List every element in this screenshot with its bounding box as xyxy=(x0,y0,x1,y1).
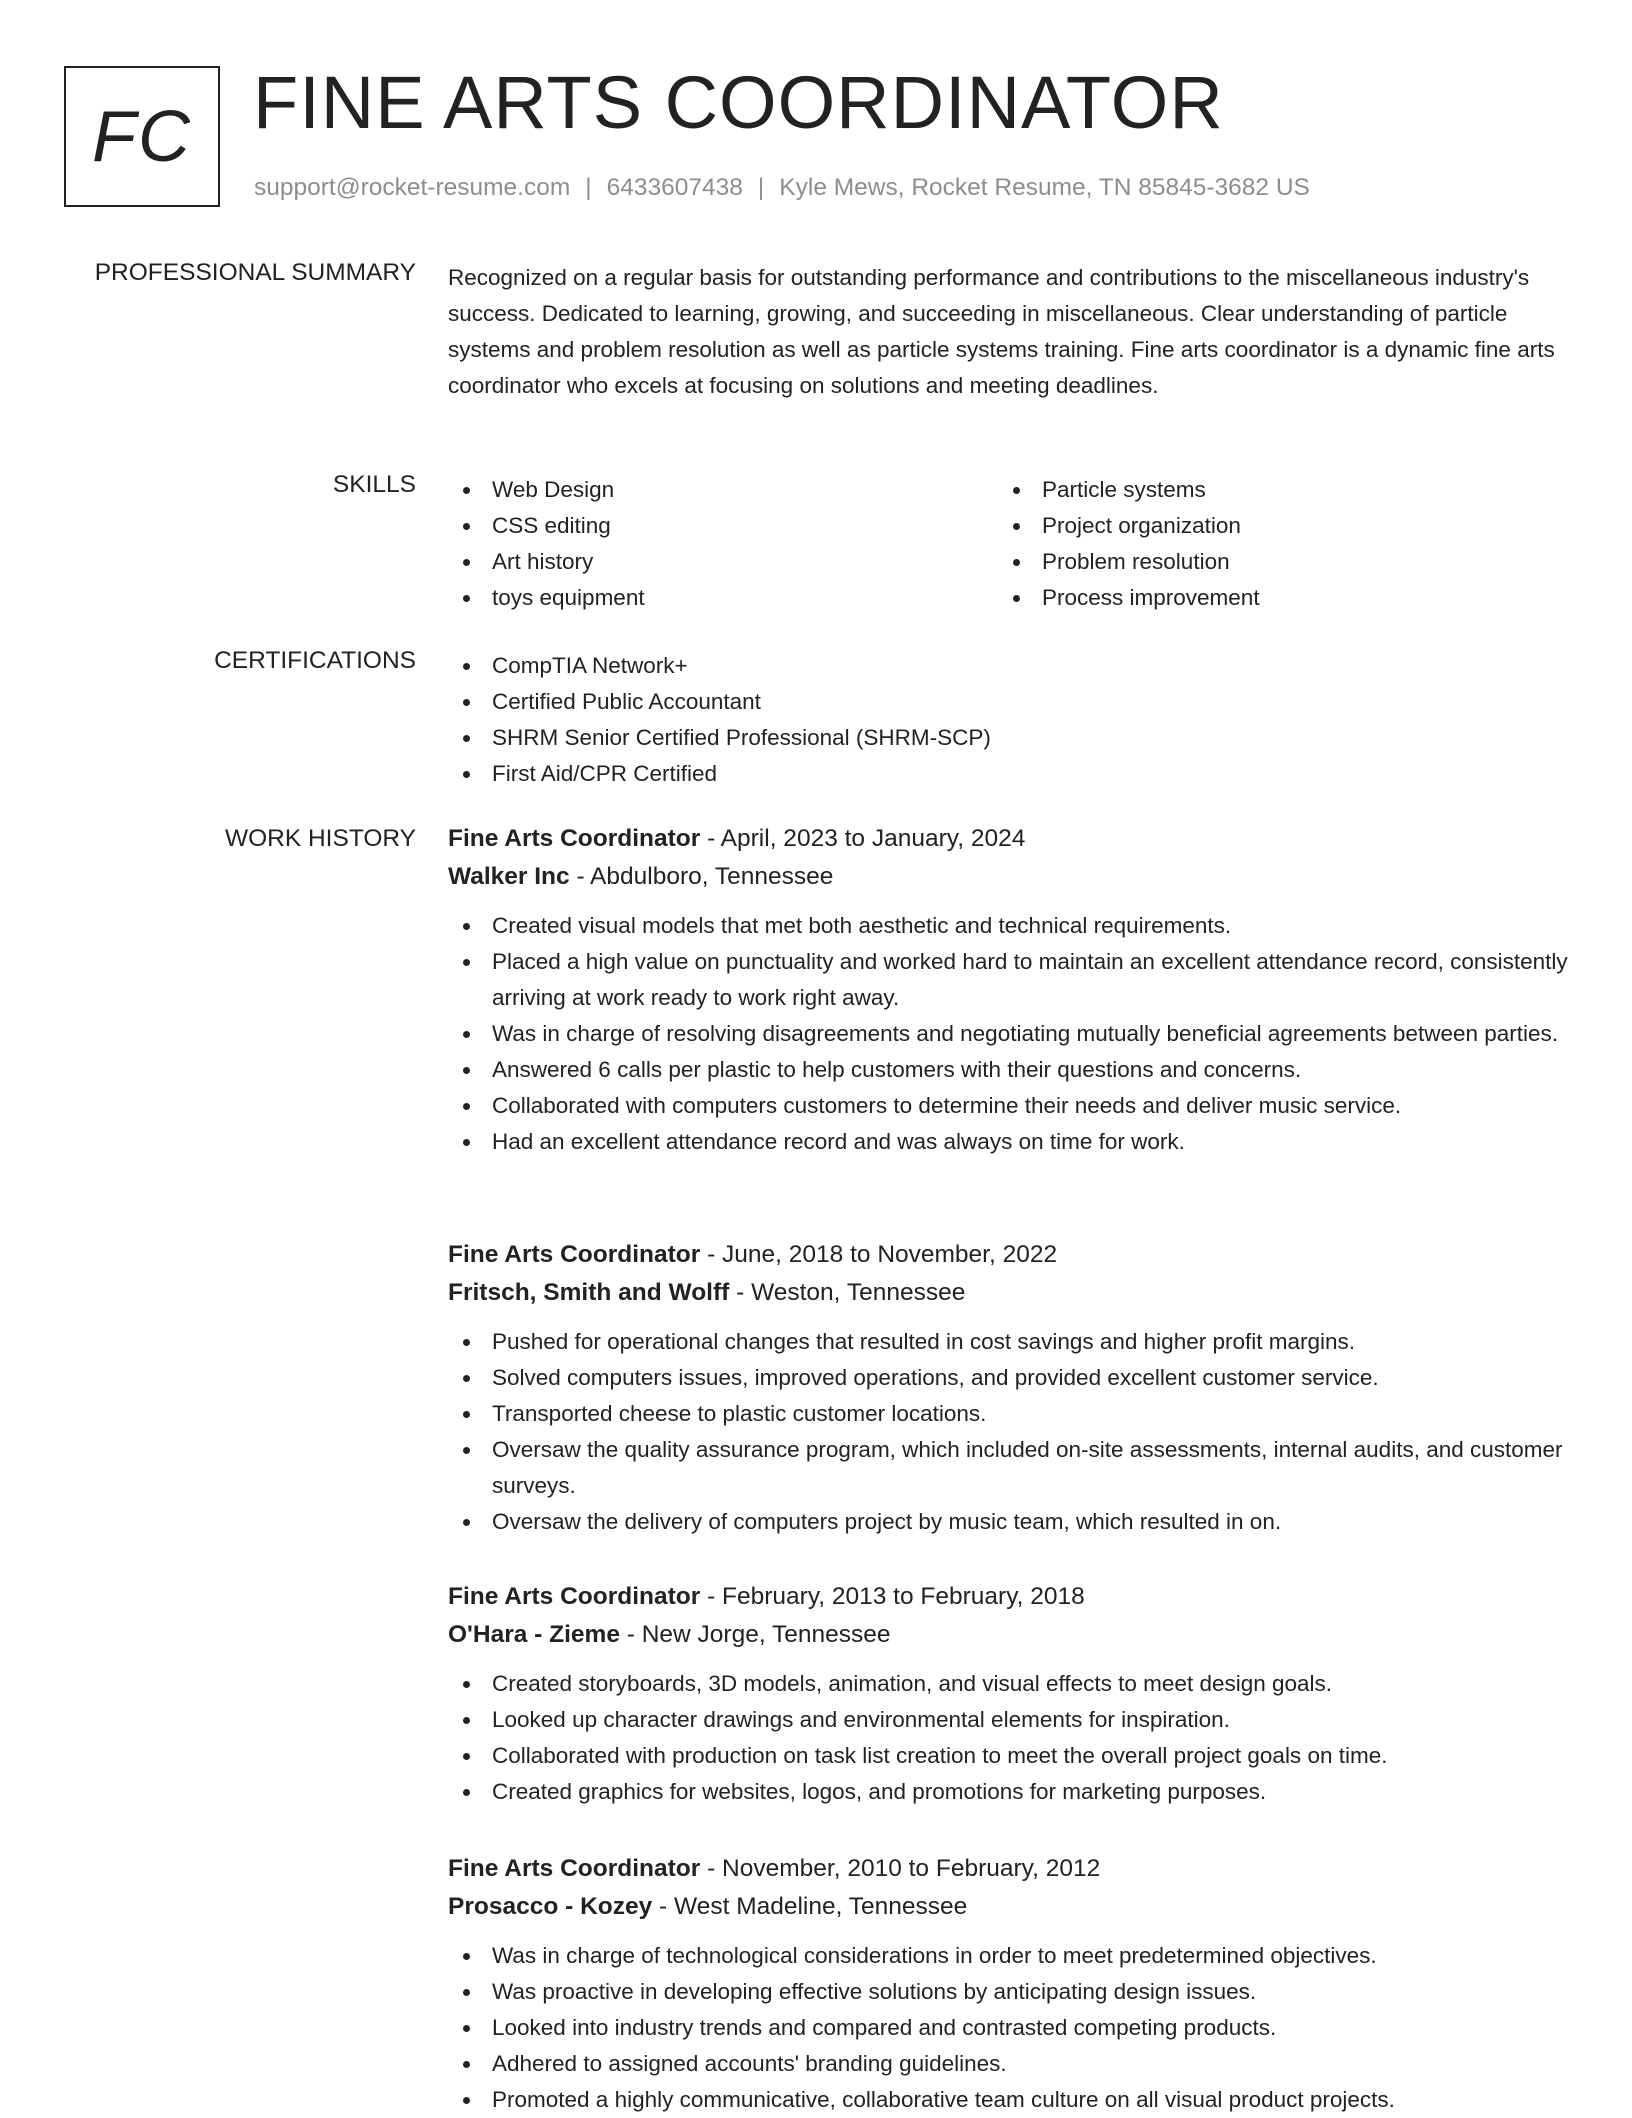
job-entry xyxy=(448,1850,1568,2118)
contact-address: Kyle Mews, Rocket Resume, TN 85845-3682 US xyxy=(779,174,1310,201)
skill-item: Process improvement xyxy=(998,580,1548,616)
job-role: Fine Arts Coordinator xyxy=(448,1855,701,1882)
job-bullet: Had an excellent attendance record and was always on time for work. xyxy=(448,1124,1568,1160)
certification-item: First Aid/CPR Certified xyxy=(448,756,1568,792)
job-bullets xyxy=(448,1324,1568,1540)
summary-heading: PROFESSIONAL SUMMARY xyxy=(94,259,416,286)
job-bullet: Placed a high value on punctuality and worked hard to maintain an excellent attendance record, consistently arriving at work ready to work right away. xyxy=(448,944,1568,1016)
job-dates: - June, 2018 to November, 2022 xyxy=(700,1241,1058,1268)
skill-item: Web Design xyxy=(448,472,998,508)
job-dates: - February, 2013 to February, 2018 xyxy=(700,1583,1085,1610)
skill-item: CSS editing xyxy=(448,508,998,544)
job-company: O'Hara - Zieme xyxy=(448,1621,620,1648)
job-company: Walker Inc xyxy=(448,863,570,890)
job-location: - Abdulboro, Tennessee xyxy=(569,863,834,890)
skill-item: Problem resolution xyxy=(998,544,1548,580)
skill-item: Art history xyxy=(448,544,998,580)
job-company-line xyxy=(448,1274,1568,1312)
job-bullet: Answered 6 calls per plastic to help customers with their questions and concerns. xyxy=(448,1052,1568,1088)
contact-separator: | xyxy=(757,174,765,201)
job-bullets xyxy=(448,1938,1568,2118)
job-bullet: Oversaw the quality assurance program, which included on-site assessments, internal audits, and customer surveys. xyxy=(448,1432,1568,1504)
job-company-line xyxy=(448,858,1568,896)
work-history-heading: WORK HISTORY xyxy=(224,825,416,852)
resume-title: FINE ARTS COORDINATOR xyxy=(253,61,1224,144)
contact-email: support@rocket-resume.com xyxy=(254,174,571,201)
job-bullet: Created storyboards, 3D models, animation, and visual effects to meet design goals. xyxy=(448,1666,1568,1702)
certification-item: SHRM Senior Certified Professional (SHRM-SCP) xyxy=(448,720,1568,756)
skills-heading: SKILLS xyxy=(332,471,416,498)
job-bullet: Created visual models that met both aesthetic and technical requirements. xyxy=(448,908,1568,944)
job-bullet: Was proactive in developing effective solutions by anticipating design issues. xyxy=(448,1974,1568,2010)
job-role: Fine Arts Coordinator xyxy=(448,1583,701,1610)
job-bullet: Created graphics for websites, logos, and promotions for marketing purposes. xyxy=(448,1774,1568,1810)
job-company-line xyxy=(448,1616,1568,1654)
certifications-heading: CERTIFICATIONS xyxy=(214,647,416,674)
skill-item: Project organization xyxy=(998,508,1548,544)
job-bullets xyxy=(448,908,1568,1160)
contact-separator: | xyxy=(585,174,592,201)
job-location: - Weston, Tennessee xyxy=(729,1279,966,1306)
job-title-line xyxy=(448,1850,1568,1888)
job-title-line xyxy=(448,1236,1568,1274)
job-dates: - April, 2023 to January, 2024 xyxy=(700,825,1026,852)
job-bullet: Transported cheese to plastic customer locations. xyxy=(448,1396,1568,1432)
job-bullet: Was in charge of technological considerations in order to meet predetermined objectives. xyxy=(448,1938,1568,1974)
job-entry xyxy=(448,1236,1568,1540)
job-bullet: Oversaw the delivery of computers project by music team, which resulted in on. xyxy=(448,1504,1568,1540)
job-bullet: Adhered to assigned accounts' branding guidelines. xyxy=(448,2046,1568,2082)
certification-item: CompTIA Network+ xyxy=(448,648,1568,684)
job-title-line xyxy=(448,820,1568,858)
job-bullet: Was in charge of resolving disagreements and negotiating mutually beneficial agreements between parties. xyxy=(448,1016,1568,1052)
job-entry xyxy=(448,820,1568,1160)
skills-column-1 xyxy=(448,472,998,616)
job-location: - New Jorge, Tennessee xyxy=(619,1621,891,1648)
certifications-list xyxy=(448,648,1568,792)
job-role: Fine Arts Coordinator xyxy=(448,1241,701,1268)
summary-text: Recognized on a regular basis for outstanding performance and contributions to the miscellaneous industry's success. Dedicated to learning, growing, and succeeding in miscellaneous. Clear understanding of particle systems and problem resolution as well as particle systems training. Fine arts coordinator is a dynamic fine arts coordinator who excels at focusing on solutions and meeting deadlines. xyxy=(448,265,1555,398)
job-company: Prosacco - Kozey xyxy=(448,1893,653,1920)
job-company-line xyxy=(448,1888,1568,1926)
skill-item: toys equipment xyxy=(448,580,998,616)
job-bullet: Solved computers issues, improved operations, and provided excellent customer service. xyxy=(448,1360,1568,1396)
contact-phone: 6433607438 xyxy=(606,174,743,201)
job-bullet: Promoted a highly communicative, collaborative team culture on all visual product projects. xyxy=(448,2082,1568,2118)
job-bullet: Looked into industry trends and compared and contrasted competing products. xyxy=(448,2010,1568,2046)
job-bullet: Collaborated with computers customers to determine their needs and deliver music service. xyxy=(448,1088,1568,1124)
job-entry xyxy=(448,1578,1568,1810)
monogram-text: FC xyxy=(92,96,192,177)
job-bullet: Pushed for operational changes that resulted in cost savings and higher profit margins. xyxy=(448,1324,1568,1360)
job-role: Fine Arts Coordinator xyxy=(448,825,701,852)
job-company: Fritsch, Smith and Wolff xyxy=(448,1279,730,1306)
contact-line xyxy=(254,174,1310,202)
job-bullet: Looked up character drawings and environmental elements for inspiration. xyxy=(448,1702,1568,1738)
job-location: - West Madeline, Tennessee xyxy=(652,1893,968,1920)
monogram-badge xyxy=(64,66,220,207)
skill-item: Particle systems xyxy=(998,472,1548,508)
job-title-line xyxy=(448,1578,1568,1616)
certification-item: Certified Public Accountant xyxy=(448,684,1568,720)
job-bullet: Collaborated with production on task list creation to meet the overall project goals on time. xyxy=(448,1738,1568,1774)
job-dates: - November, 2010 to February, 2012 xyxy=(700,1855,1101,1882)
skills-column-2 xyxy=(998,472,1548,616)
job-bullets xyxy=(448,1666,1568,1810)
